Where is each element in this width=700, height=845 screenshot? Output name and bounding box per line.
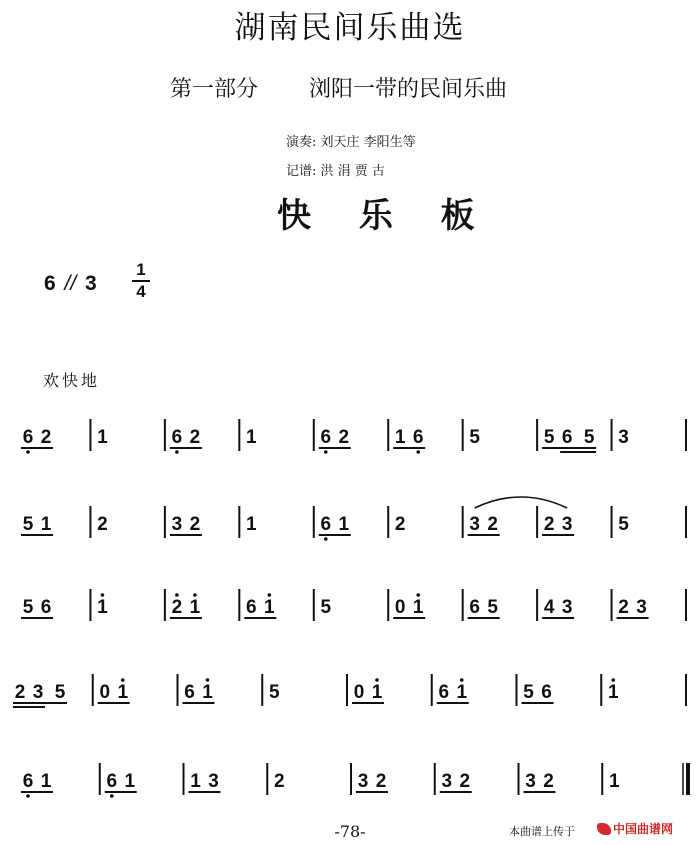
octave-dot-below [175,450,179,454]
note-digit: 6 [541,682,552,703]
note-digit: 5 [268,682,280,703]
note-digit: 3 [171,514,183,535]
octave-dot-above [460,678,464,682]
slur-arc [475,497,567,508]
note-digit: 1 [246,427,257,448]
octave-dot-below [416,450,420,454]
time-signature-top: 1 [136,260,146,279]
note-digit: 3 [357,771,369,792]
octave-dot-above [193,593,197,597]
note-digit: 2 [189,427,201,448]
octave-dot-above [206,678,210,682]
note-digit: 3 [561,514,573,535]
note-digit: 3 [208,771,219,792]
note-digit: 1 [189,597,201,618]
octave-dot-below [324,537,328,541]
note-digit: 2 [487,514,498,535]
piece-title: 快 乐 板 [277,196,493,236]
note-digit: 2 [40,427,52,448]
note-digit: 3 [561,597,573,618]
note-digit: 5 [523,682,534,703]
note-digit: 2 [189,514,201,535]
note-digit: 3 [636,597,647,618]
note-digit: 3 [32,682,44,703]
performer-credit: 演奏: 刘天庄 李阳生等 [286,135,416,150]
note-digit: 1 [97,597,108,618]
note-digit: 2 [459,771,471,792]
note-digit: 2 [273,771,285,792]
note-digit: 3 [525,771,536,792]
note-digit: 1 [117,682,129,703]
key-from-note: 6 [44,272,56,295]
note-digit: 5 [320,597,332,618]
note-digit: 1 [264,597,275,618]
note-digit: 0 [394,597,406,618]
note-digit: 6 [184,682,195,703]
note-digit: 6 [106,771,118,792]
logo-accent: 曲谱网 [637,822,674,836]
note-digit: 2 [543,514,555,535]
note-digit: 5 [469,427,480,448]
note-digit: 1 [124,771,136,792]
note-digit: 2 [394,514,406,535]
note-digit: 0 [99,682,111,703]
note-digit: 6 [412,427,424,448]
note-digit: 6 [561,427,573,448]
note-digit: 0 [353,682,365,703]
book-title: 湖南民间乐曲选 [234,10,466,46]
note-digit: 6 [469,597,480,618]
octave-dot-above [101,593,105,597]
site-logo [597,820,673,837]
note-digit: 1 [456,682,468,703]
logo-text: 中国 [613,822,638,836]
note-digit: 6 [22,771,34,792]
note-digit: 1 [190,771,201,792]
octave-dot-above [611,678,615,682]
octave-dot-above [121,678,125,682]
note-digit: 2 [375,771,387,792]
note-digit: 5 [22,597,34,618]
note-digit: 1 [608,771,620,792]
note-digit: 2 [97,514,108,535]
note-digit: 3 [441,771,453,792]
note-digit: 1 [412,597,424,618]
note-digit: 6 [22,427,34,448]
note-digit: 6 [40,597,52,618]
note-digit: 2 [338,427,350,448]
note-digit: 5 [583,427,595,448]
octave-dot-below [324,450,328,454]
upload-note: 本曲谱上传于 [509,825,575,838]
octave-dot-above [416,593,420,597]
logo-mark-icon [597,823,611,835]
note-digit: 6 [438,682,450,703]
octave-dot-below [26,794,30,798]
note-digit: 2 [171,597,183,618]
note-digit: 1 [371,682,383,703]
part-title: 浏阳一带的民间乐曲 [309,77,508,102]
octave-dot-above [375,678,379,682]
note-digit: 1 [40,771,52,792]
note-digit: 1 [338,514,350,535]
note-digit: 2 [14,682,26,703]
note-digit: 6 [171,427,183,448]
note-digit: 5 [543,427,555,448]
note-digit: 1 [97,427,108,448]
note-digit: 1 [246,514,257,535]
note-digit: 6 [320,427,332,448]
page-number: -78- [334,822,366,841]
note-digit: 5 [22,514,34,535]
note-digit: 5 [54,682,66,703]
octave-dot-above [268,593,272,597]
part-label: 第一部分 [170,77,259,102]
octave-dot-above [175,593,179,597]
tempo-marking: 欢快地 [43,371,101,390]
note-digit: 6 [246,597,257,618]
key-separator: // [64,272,77,295]
note-digit: 5 [487,597,498,618]
note-digit: 1 [394,427,406,448]
transcriber-credit: 记谱: 洪 涓 贾 古 [286,164,385,179]
octave-dot-below [26,450,30,454]
time-signature-bottom: 4 [136,282,146,301]
note-digit: 2 [543,771,554,792]
note-digit: 3 [469,514,480,535]
note-digit: 6 [320,514,332,535]
note-digit: 4 [543,597,555,618]
note-digit: 1 [202,682,213,703]
note-digit: 1 [40,514,52,535]
note-digit: 5 [618,514,629,535]
key-to-note: 3 [85,272,97,295]
octave-dot-below [110,794,114,798]
note-digit: 3 [618,427,629,448]
note-digit: 1 [607,682,619,703]
note-digit: 2 [618,597,629,618]
